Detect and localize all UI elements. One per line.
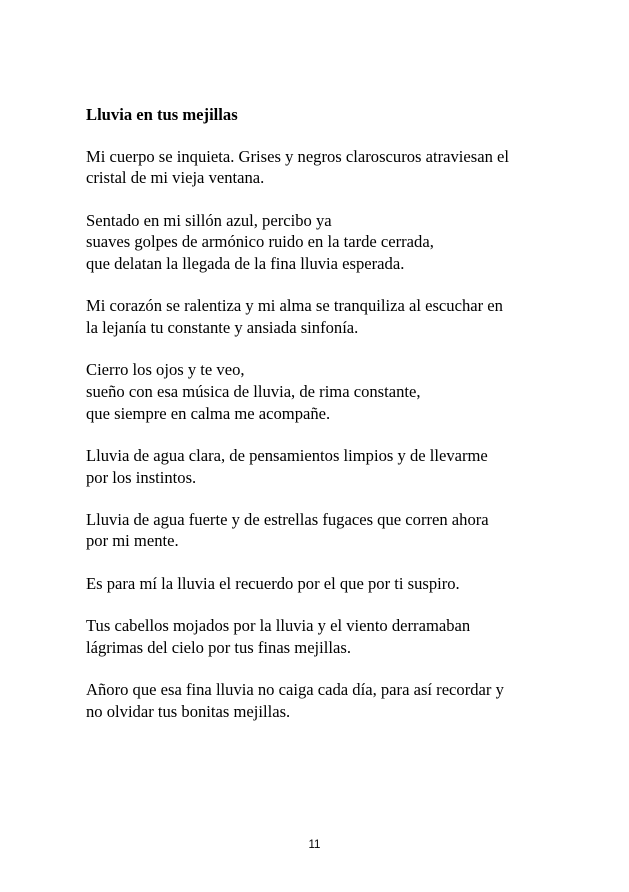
poem-line: Sentado en mi sillón azul, percibo ya [86,210,332,230]
poem-line: cristal de mi vieja ventana. [86,168,265,188]
stanza [86,445,586,488]
poem-line: Lluvia de agua fuerte y de estrellas fugaces que corren ahora [86,509,489,529]
page-number: 11 [308,839,321,851]
poem-line: suaves golpes de armónico ruido en la tarde cerrada, [86,232,434,252]
stanza [86,359,586,424]
stanza [86,210,586,275]
poem-line: Añoro que esa fina lluvia no caiga cada día, para así recordar y [86,680,504,700]
poem-line: que siempre en calma me acompañe. [86,403,331,423]
poem-line: que delatan la llegada de la fina lluvia esperada. [86,253,405,273]
stanza [86,509,586,552]
poem-line: lágrimas del cielo por tus finas mejillas. [86,637,351,657]
poem-line: no olvidar tus bonitas mejillas. [86,701,291,721]
poem-line: Es para mí la lluvia el recuerdo por el que por ti suspiro. [86,573,460,593]
poem-title: Lluvia en tus mejillas [86,105,238,124]
poem-line: Mi cuerpo se inquieta. Grises y negros claroscuros atraviesan el [86,146,510,166]
stanza [86,679,586,722]
stanza [86,295,586,338]
poem-line: Cierro los ojos y te veo, [86,360,245,380]
poem-line: Mi corazón se ralentiza y mi alma se tranquiliza al escuchar en [86,296,503,316]
poem-line: por los instintos. [86,467,197,487]
poem-line: por mi mente. [86,531,179,551]
poem-line: Lluvia de agua clara, de pensamientos limpios y de llevarme [86,445,488,465]
poem [86,104,586,743]
stanza [86,146,586,189]
poem-line: la lejanía tu constante y ansiada sinfonía. [86,317,359,337]
poem-line: sueño con esa música de lluvia, de rima constante, [86,381,421,401]
poem-line: Tus cabellos mojados por la lluvia y el viento derramaban [86,616,471,636]
stanza [86,573,586,595]
stanza [86,615,586,658]
